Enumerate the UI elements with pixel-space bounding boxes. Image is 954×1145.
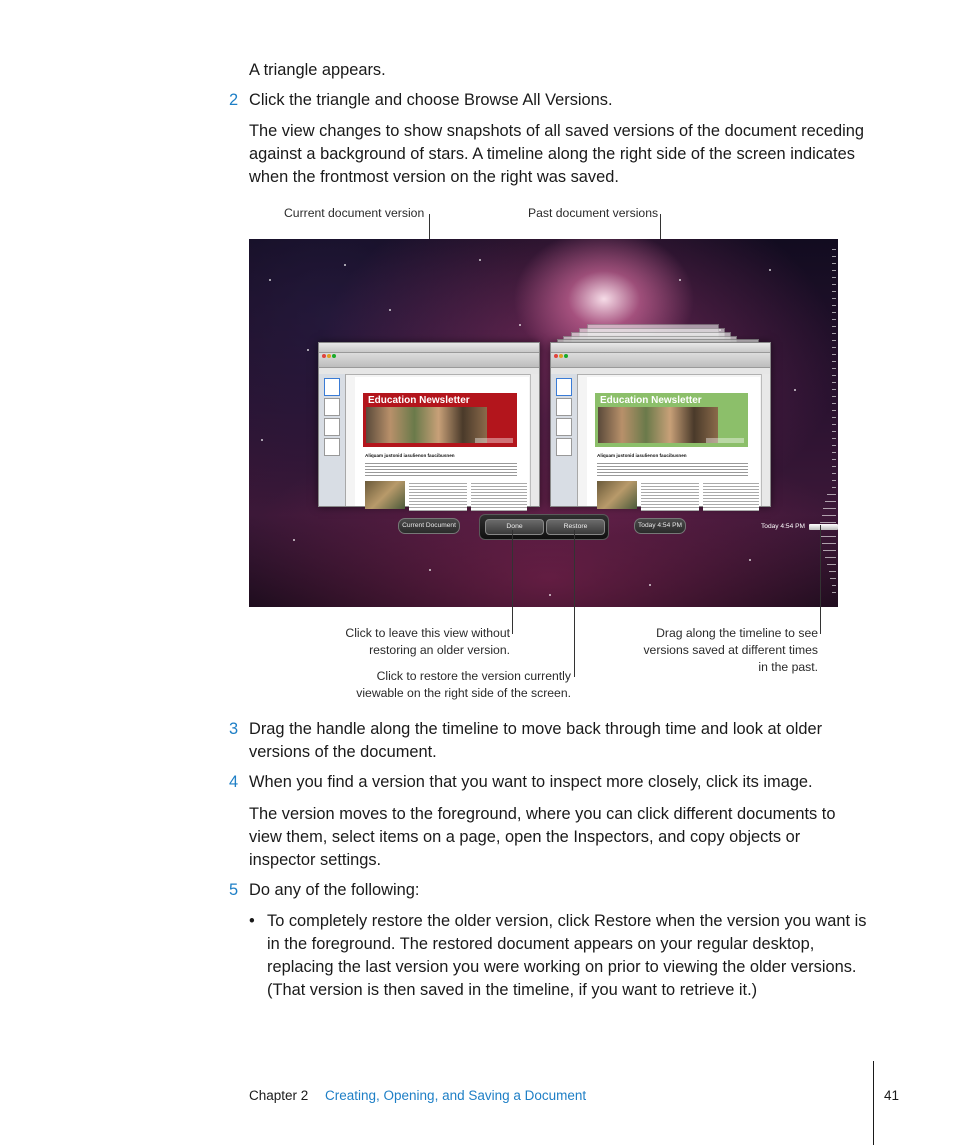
star [307,349,309,351]
timeline-tick [832,305,836,306]
timeline-tick [832,263,836,264]
timeline-tick [825,501,836,502]
page-thumbnail[interactable] [324,438,340,456]
callout-past-versions: Past document versions [528,206,659,220]
star [479,259,481,261]
column-text [703,481,759,511]
article-photo [365,481,405,509]
star [649,584,651,586]
star [769,269,771,271]
timeline-tick [832,382,836,383]
timeline-tick [832,445,836,446]
timeline-tick [820,522,836,523]
document-page [355,377,529,506]
star [749,559,751,561]
timeline-tick [832,431,836,432]
timeline-tick [832,424,836,425]
star [519,324,521,326]
versions-control-bar [479,514,609,540]
page-thumbnails [551,374,578,506]
callout-timeline: Drag along the timeline to see versions saved at different times in the past. [643,626,818,674]
newsletter-title: Education Newsletter [600,395,702,406]
callout-done: Click to leave this view without restoring an older version. [345,626,510,657]
past-version-date-label: Today 4:54 PM [634,518,686,534]
timeline-tick [832,396,836,397]
window-toolbar [319,353,539,368]
timeline-tick [822,515,837,516]
format-bar [319,368,539,375]
window-toolbar [551,353,770,368]
callout-current-version: Current document version [284,206,425,220]
banner-date-strip [706,438,744,443]
timeline-tick [829,571,837,572]
article-text [365,461,517,477]
timeline-tick [832,417,836,418]
timeline-tick [832,438,836,439]
leader-done [512,530,513,634]
timeline-tick [832,277,836,278]
timeline-tick [832,375,836,376]
step-number-5: 5 [229,881,239,899]
page-thumbnail[interactable] [324,418,340,436]
timeline-tick [822,543,837,544]
newsletter-banner [363,393,517,447]
timeline-tick [832,312,836,313]
past-document-window[interactable] [550,342,771,507]
timeline-date-label: Today 4:54 PM [761,523,805,530]
star [261,439,263,441]
timeline-tick [832,480,836,481]
minimize-icon [327,354,331,358]
window-titlebar [551,343,770,353]
current-document-label: Current Document [398,518,460,534]
timeline-tick [832,361,836,362]
timeline-tick [823,508,836,509]
banner-date-strip [475,438,513,443]
zoom-icon [564,354,568,358]
paragraph-foreground: The version moves to the foreground, where you can click different documents to view them, select items on a page, open the Inspectors, and copy objects or inspector settings. [249,805,836,869]
step-number-3: 3 [229,720,239,738]
timeline-tick [832,326,836,327]
page-thumbnail[interactable] [556,398,572,416]
zoom-icon [332,354,336,358]
versions-browser-screenshot [249,239,838,607]
step-number-2: 2 [229,91,239,109]
done-button[interactable]: Done [485,519,544,535]
article-text [597,461,748,477]
column-text [409,481,467,511]
footer-chapter: Chapter 2 [249,1088,309,1103]
timeline-tick [832,487,836,488]
timeline-tick [827,494,836,495]
page-thumbnails [319,374,346,506]
timeline-tick [832,585,836,586]
article-photo [597,481,637,509]
step-3-text: Drag the handle along the timeline to move back through time and look at older versions of the document. [249,720,823,761]
timeline-tick [830,578,836,579]
leader-timeline [820,525,821,634]
star [344,264,346,266]
article-headline: Aliquam justonid iasulienon faucibusnen [365,453,455,458]
paragraph-view-changes: The view changes to show snapshots of all saved versions of the document receding against a background of stars. A timeline along the right side of the screen indicates when the frontmost version on the right was saved. [249,122,865,186]
step-4-text: When you find a version that you want to inspect more closely, click its image. [249,773,813,791]
star [389,309,391,311]
newsletter-banner [595,393,748,447]
timeline-tick [832,368,836,369]
timeline-tick [832,354,836,355]
timeline-tick [832,389,836,390]
scrollbar[interactable] [530,374,539,506]
star [679,279,681,281]
page-thumbnail[interactable] [556,378,572,396]
step-5-text: Do any of the following: [249,881,420,899]
star [794,389,796,391]
star [429,569,431,571]
bullet-marker: • [249,912,255,930]
timeline-tick [832,340,836,341]
timeline-tick [832,592,836,593]
timeline-tick [832,410,836,411]
window-titlebar [319,343,539,353]
page-thumbnail[interactable] [556,438,572,456]
timeline-tick [832,298,836,299]
timeline-tick [832,270,836,271]
current-document-window[interactable] [318,342,540,507]
document-page [587,377,760,506]
article-headline: Aliquam justonid iasulienon faucibusnen [597,453,687,458]
timeline-tick [832,249,836,250]
column-text [641,481,699,511]
timeline-tick [832,284,836,285]
step-2-text: Click the triangle and choose Browse All Versions. [249,91,613,109]
page-number: 41 [884,1088,900,1103]
column-text [471,481,527,511]
timeline-tick [832,256,836,257]
timeline-tick [820,536,836,537]
timeline-tick [832,319,836,320]
newsletter-title: Education Newsletter [368,395,470,406]
footer-chapter-title: Creating, Opening, and Saving a Document [325,1088,587,1103]
timeline-tick [825,557,836,558]
banner-photos [598,407,718,443]
timeline-tick [832,291,836,292]
close-icon [322,354,326,358]
timeline-tick [832,347,836,348]
scrollbar[interactable] [761,374,770,506]
banner-photos [366,407,487,443]
minimize-icon [559,354,563,358]
timeline-tick [823,550,836,551]
callout-restore: Click to restore the version currently viewable on the right side of the screen. [356,669,571,700]
timeline-tick [832,473,836,474]
timeline-tick [832,452,836,453]
format-bar [551,368,770,375]
timeline-tick [832,403,836,404]
bullet-restore-text: To completely restore the older version, click Restore when the version you want is in the foreground. The restored document appears on your regular desktop, replacing the last version you were working on prior to viewing the older versions. (That version is then saved in the timeline, if you want to retrieve it.) [267,912,867,999]
timeline-tick [832,466,836,467]
timeline-tick [827,564,836,565]
leader-restore [574,530,575,677]
timeline-handle[interactable] [809,524,838,530]
timeline-tick [832,333,836,334]
page-thumbnail[interactable] [556,418,572,436]
timeline-tick [832,459,836,460]
close-icon [554,354,558,358]
star [549,594,551,596]
restore-button[interactable]: Restore [546,519,605,535]
step-number-4: 4 [229,773,239,791]
footer-rule [873,1061,874,1145]
star [293,539,295,541]
page-thumbnail[interactable] [324,398,340,416]
star [269,279,271,281]
paragraph-triangle: A triangle appears. [249,61,386,79]
page-thumbnail[interactable] [324,378,340,396]
